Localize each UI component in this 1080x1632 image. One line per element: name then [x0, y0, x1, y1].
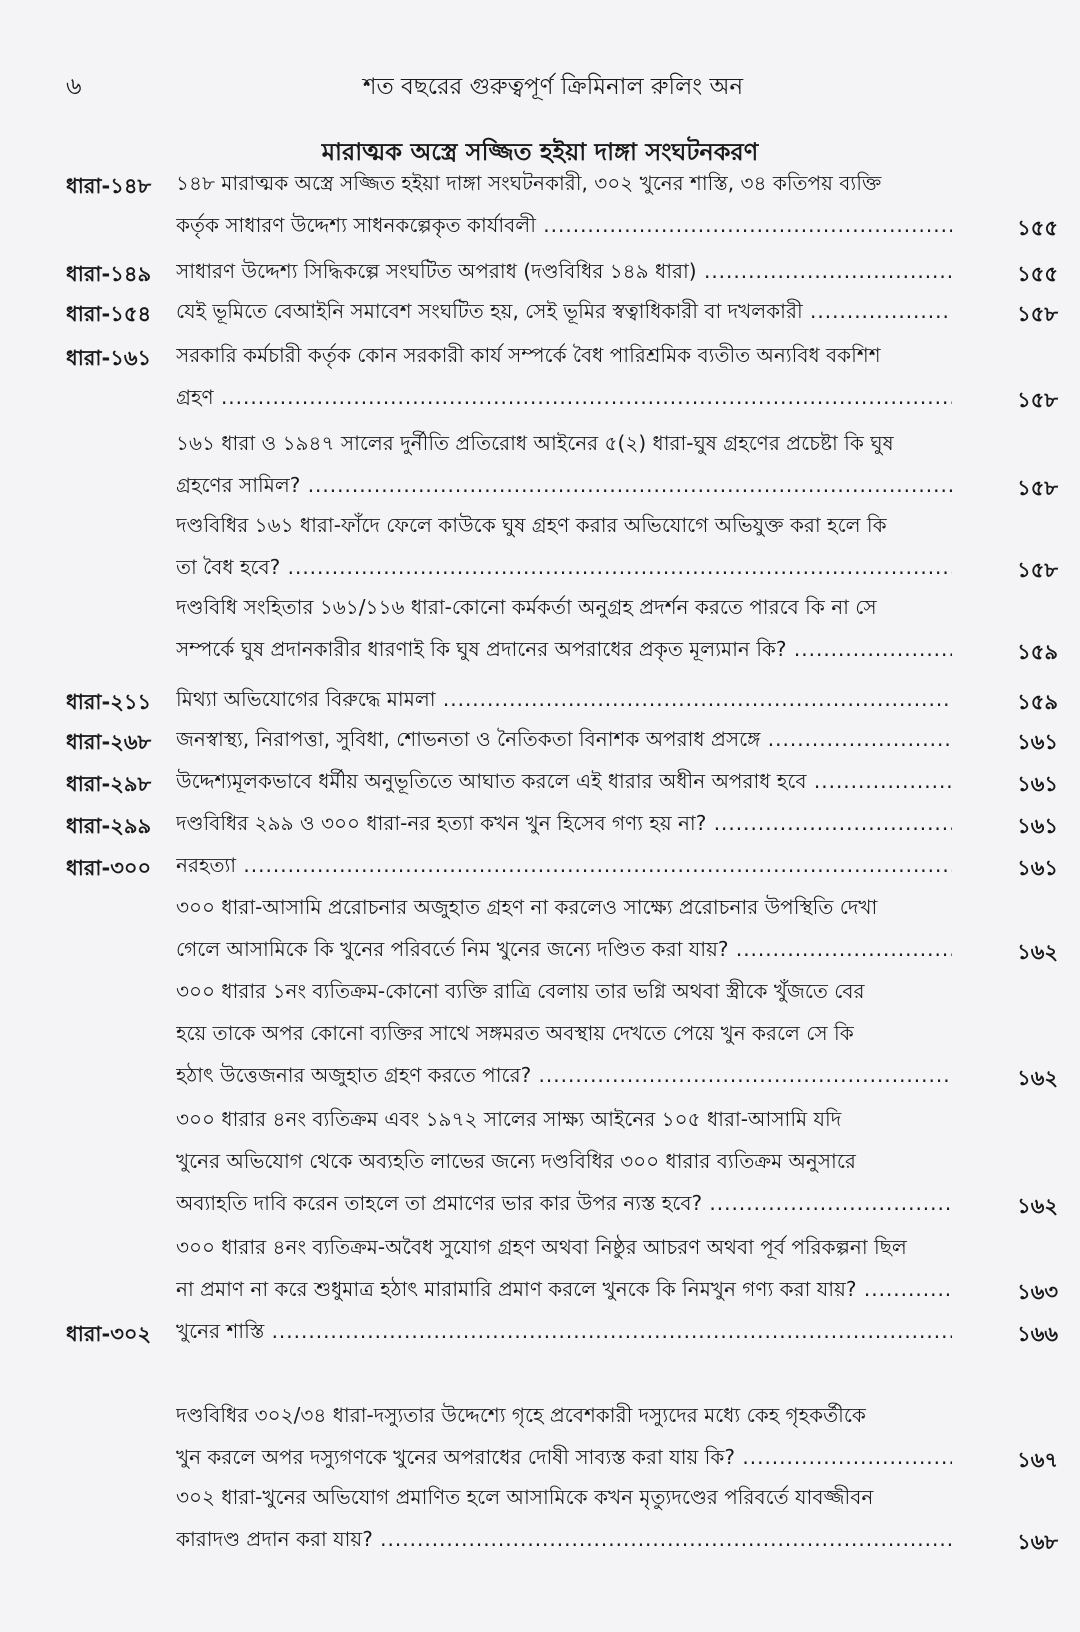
entry-text-line: হঠাৎ উত্তেজনার অজুহাত গ্রহণ করতে পারে? .....	[176, 1060, 952, 1090]
entry-text-line: খুনের শাস্তি .....	[176, 1316, 952, 1346]
entry-text-line: যেই ভূমিতে বেআইনি সমাবেশ সংঘটিত হয়, সেই ভূমির স্বত্বাধিকারী বা দখলকারী .....	[176, 296, 952, 326]
section-label: ধারা-৩০২	[66, 1322, 152, 1346]
entry-text-line: ৩০০ ধারার ৪নং ব্যতিক্রম-অবৈধ সুযোগ গ্রহণ অথবা নিষ্ঠুর আচরণ অথবা পূর্ব পরিকল্পনা ছিল	[176, 1235, 907, 1259]
entry-text-line: না প্রমাণ না করে শুধুমাত্র হঠাৎ মারামারি প্রমাণ করলে খুনকে কি নিমখুন গণ্য করা যায়? .....	[176, 1274, 952, 1304]
page-reference: ১৫৫	[1017, 262, 1058, 286]
entry-text-line: নরহত্যা .....	[176, 850, 952, 880]
entry-text-line: ১৪৮ মারাত্মক অস্ত্রে সজ্জিত হইয়া দাঙ্গা সংঘটনকারী, ৩০২ খুনের শাস্তি, ৩৪ কতিপয় ব্যক্তি	[176, 171, 882, 195]
page-reference: ১৬২	[1017, 940, 1058, 964]
page-reference: ১৫৮	[1017, 558, 1058, 582]
page-reference: ১৬৬	[1017, 1322, 1058, 1346]
entry-text-line: ৩০০ ধারার ৪নং ব্যতিক্রম এবং ১৯৭২ সালের সাক্ষ্য আইনের ১০৫ ধারা-আসামি যদি	[176, 1107, 842, 1131]
entry-text-line: ৩০০ ধারা-আসামি প্ররোচনার অজুহাত গ্রহণ না করলেও সাক্ষ্যে প্ররোচনার উপস্থিতি দেখা	[176, 895, 878, 919]
entry-text-line: দণ্ডবিধির ৩০২/৩৪ ধারা-দস্যুতার উদ্দেশ্যে গৃহে প্রবেশকারী দস্যুদের মধ্যে কেহ গৃহকর্তীকে	[176, 1403, 866, 1427]
entry-text-line: খুন করলে অপর দস্যুগণকে খুনের অপরাধের দোষী সাব্যস্ত করা যায় কি? .....	[176, 1442, 952, 1472]
section-label: ধারা-৩০০	[66, 856, 152, 880]
entry-text-line: হয়ে তাকে অপর কোনো ব্যক্তির সাথে সঙ্গমরত অবস্থায় দেখতে পেয়ে খুন করলে সে কি	[176, 1021, 854, 1045]
entry-text-line: সরকারি কর্মচারী কর্তৃক কোন সরকারী কার্য সম্পর্কে বৈধ পারিশ্রমিক ব্যতীত অন্যবিধ বকশিশ	[176, 343, 881, 367]
page-reference: ১৬৭	[1017, 1448, 1058, 1472]
entry-text-line: কর্তৃক সাধারণ উদ্দেশ্য সাধনকল্পেকৃত কার্যাবলী .....	[176, 210, 952, 240]
entry-text-line: মিথ্যা অভিযোগের বিরুদ্ধে মামলা .....	[176, 684, 952, 714]
entry-text-line: উদ্দেশ্যমূলকভাবে ধর্মীয় অনুভূতিতে আঘাত করলে এই ধারার অধীন অপরাধ হবে .....	[176, 766, 952, 796]
entry-text-line: কারাদণ্ড প্রদান করা যায়? .....	[176, 1524, 952, 1554]
page-reference: ১৬২	[1017, 1194, 1058, 1218]
page-reference: ১৫৫	[1017, 216, 1058, 240]
section-label: ধারা-২৯৮	[66, 772, 152, 796]
entry-text-line: দণ্ডবিধির ২৯৯ ও ৩০০ ধারা-নর হত্যা কখন খুন হিসেব গণ্য হয় না? .....	[176, 808, 952, 838]
page-reference: ১৫৯	[1017, 640, 1058, 664]
page-number: ৬	[66, 72, 82, 100]
section-label: ধারা-২১১	[66, 690, 152, 714]
entry-text-line: জনস্বাস্থ্য, নিরাপত্তা, সুবিধা, শোভনতা ও নৈতিকতা বিনাশক অপরাধ প্রসঙ্গে .....	[176, 724, 952, 754]
section-label: ধারা-১৪৮	[66, 174, 152, 198]
entry-text-line: গেলে আসামিকে কি খুনের পরিবর্তে নিম খুনের জন্যে দণ্ডিত করা যায়? .....	[176, 934, 952, 964]
page-reference: ১৬১	[1017, 772, 1058, 796]
entry-text-line: ৩০২ ধারা-খুনের অভিযোগ প্রমাণিত হলে আসামিকে কখন মৃত্যুদণ্ডের পরিবর্তে যাবজ্জীবন	[176, 1485, 874, 1509]
page-reference: ১৫৮	[1017, 476, 1058, 500]
section-label: ধারা-১৬১	[66, 346, 152, 370]
page-reference: ১৬১	[1017, 814, 1058, 838]
entry-text-line: দণ্ডবিধির ১৬১ ধারা-ফাঁদে ফেলে কাউকে ঘুষ গ্রহণ করার অভিযোগে অভিযুক্ত করা হলে কি	[176, 513, 887, 537]
running-title: শত বছরের গুরুত্বপূর্ণ ক্রিমিনাল রুলিং অন	[362, 74, 744, 100]
page-reference: ১৫৮	[1017, 302, 1058, 326]
page-reference: ১৬২	[1017, 1066, 1058, 1090]
section-label: ধারা-১৪৯	[66, 262, 152, 286]
entry-text-line: গ্রহণ .....	[176, 382, 952, 412]
entry-text-line: গ্রহণের সামিল? .....	[176, 470, 952, 500]
page-reference: ১৬৩	[1017, 1280, 1058, 1304]
entry-text-line: সাধারণ উদ্দেশ্য সিদ্ধিকল্পে সংঘটিত অপরাধ (দণ্ডবিধির ১৪৯ ধারা) .....	[176, 256, 952, 286]
entry-text-line: খুনের অভিযোগ থেকে অব্যহতি লাভের জন্যে দণ্ডবিধির ৩০০ ধারার ব্যতিক্রম অনুসারে	[176, 1149, 856, 1173]
entry-text-line: তা বৈধ হবে? .....	[176, 552, 952, 582]
section-label: ধারা-১৫৪	[66, 302, 152, 326]
page-reference: ১৬৮	[1017, 1530, 1058, 1554]
page-reference: ১৬১	[1017, 856, 1058, 880]
page-reference: ১৬১	[1017, 730, 1058, 754]
section-label: ধারা-২৬৮	[66, 730, 152, 754]
section-heading: মারাত্মক অস্ত্রে সজ্জিত হইয়া দাঙ্গা সংঘটনকরণ	[321, 138, 759, 166]
section-label: ধারা-২৯৯	[66, 814, 152, 838]
entry-text-line: সম্পর্কে ঘুষ প্রদানকারীর ধারণাই কি ঘুষ প্রদানের অপরাধের প্রকৃত মূল্যমান কি? .....	[176, 634, 952, 664]
entry-text-line: ১৬১ ধারা ও ১৯৪৭ সালের দুর্নীতি প্রতিরোধ আইনের ৫(২) ধারা-ঘুষ গ্রহণের প্রচেষ্টা কি ঘুষ	[176, 431, 894, 455]
page-reference: ১৫৯	[1017, 690, 1058, 714]
entry-text-line: ৩০০ ধারার ১নং ব্যতিক্রম-কোনো ব্যক্তি রাত্রি বেলায় তার ভগ্নি অথবা স্ত্রীকে খুঁজতে বের	[176, 979, 865, 1003]
page-reference: ১৫৮	[1017, 388, 1058, 412]
entry-text-line: দণ্ডবিধি সংহিতার ১৬১/১১৬ ধারা-কোনো কর্মকর্তা অনুগ্রহ প্রদর্শন করতে পারবে কি না সে	[176, 595, 877, 619]
entry-text-line: অব্যাহতি দাবি করেন তাহলে তা প্রমাণের ভার কার উপর ন্যস্ত হবে? .....	[176, 1188, 952, 1218]
